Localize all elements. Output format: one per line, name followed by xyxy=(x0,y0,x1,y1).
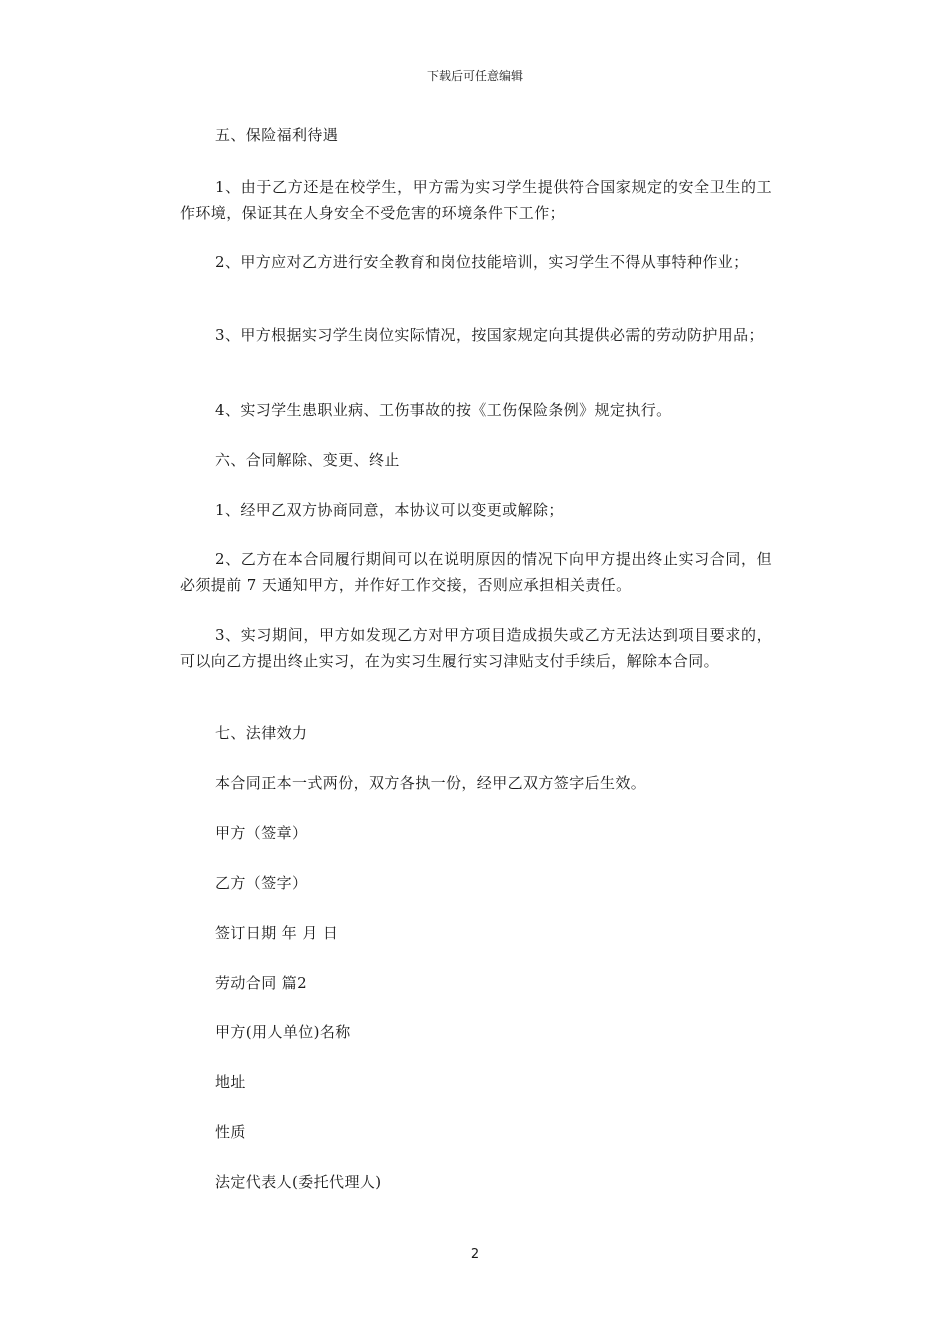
paragraph-clause-5-1: 1、由于乙方还是在校学生，甲方需为实习学生提供符合国家规定的安全卫生的工作环境，保证其在人身安全不受危害的环境条件下工作； xyxy=(180,178,772,222)
field-nature: 性质 xyxy=(215,1123,246,1141)
page-number: 2 xyxy=(470,1247,480,1262)
paragraph-clause-5-4: 4、实习学生患职业病、工伤事故的按《工伤保险条例》规定执行。 xyxy=(215,401,672,419)
paragraph-clause-5-3: 3、甲方根据实习学生岗位实际情况，按国家规定向其提供必需的劳动防护用品； xyxy=(215,326,764,344)
paragraph-clause-6-3: 3、实习期间，甲方如发现乙方对甲方项目造成损失或乙方无法达到项目要求的，可以向乙方提出终止实习，在为实习生履行实习津贴支付手续后，解除本合同。 xyxy=(180,626,772,670)
field-employer-name: 甲方(用人单位)名称 xyxy=(215,1023,351,1041)
paragraph-clause-5-2: 2、甲方应对乙方进行安全教育和岗位技能培训，实习学生不得从事特种作业； xyxy=(215,253,749,271)
party-b-signature-line: 乙方（签字） xyxy=(215,874,308,892)
page-header: 下载后可任意编辑 xyxy=(426,69,523,83)
section-heading-insurance: 五、保险福利待遇 xyxy=(215,126,339,144)
paragraph-legal-effect: 本合同正本一式两份，双方各执一份，经甲乙双方签字后生效。 xyxy=(215,774,647,792)
section-heading-legal-effect: 七、法律效力 xyxy=(215,724,308,742)
field-legal-representative: 法定代表人(委托代理人) xyxy=(215,1173,382,1191)
signing-date-line: 签订日期 年 月 日 xyxy=(215,924,339,942)
section-heading-termination: 六、合同解除、变更、终止 xyxy=(215,451,400,469)
party-a-signature-line: 甲方（签章） xyxy=(215,824,308,842)
section-title-contract-2: 劳动合同 篇2 xyxy=(215,974,308,992)
field-address: 地址 xyxy=(215,1073,246,1091)
paragraph-clause-6-2: 2、乙方在本合同履行期间可以在说明原因的情况下向甲方提出终止实习合同，但必须提前 7 天通知甲方，并作好工作交接，否则应承担相关责任。 xyxy=(180,550,772,594)
paragraph-clause-6-1: 1、经甲乙双方协商同意，本协议可以变更或解除； xyxy=(215,501,564,519)
